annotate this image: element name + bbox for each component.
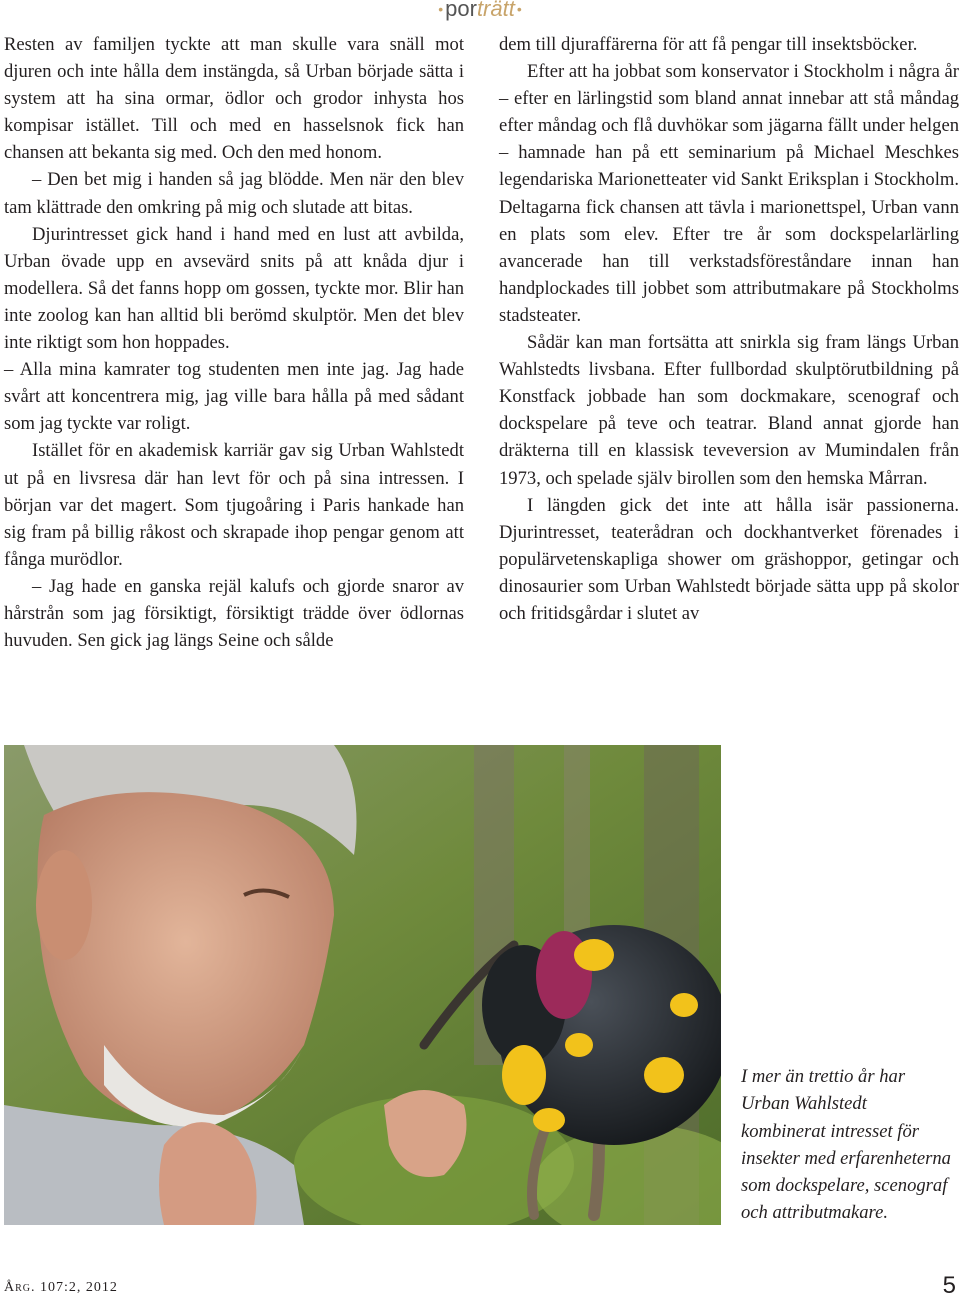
section-dot-left: • — [438, 1, 444, 17]
issue-info: Årg. 107:2, 2012 — [4, 1280, 118, 1295]
puppet-spot — [533, 1108, 565, 1132]
paragraph: – Alla mina kamrater tog studenten men inte jag. Jag hade svårt att koncentrera mig, jag ville bara hålla på med sådant som jag tyckte var roligt. — [4, 359, 464, 435]
puppet-spot — [574, 939, 614, 971]
paragraph: Resten av familjen tyckte att man skulle vara snäll mot djuren och inte hålla dem instängda, så Urban började sätta i system att ha sina ormar, ödlor och grodor inhysta hos kompisar istället. Till och med en hasselsnok fick han chansen att bekanta sig med. Och den med honom. — [4, 34, 464, 164]
paragraph: I längden gick det inte att hålla isär passionerna. Djurintresset, teaterådran och dockhantverket förenades i populärvetenskapliga shower om gräshoppor, getingar och dinosaurier som Urban Wahlstedt började sätta upp på skolor och fritidsgårdar i slutet av — [499, 494, 959, 624]
paragraph: – Den bet mig i handen så jag blödde. Men när den blev tam klättrade den omkring på mig och slutade att bitas. — [4, 169, 464, 218]
article-photo — [4, 745, 721, 1225]
paragraph: Sådär kan man fortsätta att snirkla sig fram längs Urban Wahlstedts livsbana. Efter fullbordad skulptörutbildning på Konstfack jobbade han som dockmakare, scenograf och dockspelare på teve och teatrar. Bland annat gjorde han dräkterna till en klassisk teveversion av Mumindalen från 1973, och spelade själv birollen som den hemska Mårran. — [499, 332, 959, 489]
puppet-spot — [565, 1033, 593, 1057]
paragraph: dem till djuraffärerna för att få pengar till insektsböcker. — [499, 34, 918, 55]
puppet-spot — [502, 1045, 546, 1105]
photo-caption: I mer än trettio år har Urban Wahlstedt kombinerat intresset för insekter med erfarenheterna som dockspelare, scenograf och attributmakare. — [741, 1066, 951, 1224]
article-column-left — [4, 31, 464, 654]
paragraph: Istället för en akademisk karriär gav sig Urban Wahlstedt ut på en livsresa där han levt för och på sina intressen. I början var det magert. Som tjugoåring i Paris hankade han sig fram på billig råkost och skrapade ihop pengar genom att fånga murödlor. — [4, 440, 464, 570]
page-number: 5 — [942, 1272, 956, 1299]
section-dot-right: • — [516, 1, 522, 17]
ear — [36, 850, 92, 960]
section-label-prefix: por — [445, 0, 477, 21]
paragraph: – Jag hade en ganska rejäl kalufs och gjorde snaror av hårstrån som jag försiktigt, försiktigt trädde över ödlornas huvuden. Sen gick jag längs Seine och sålde — [4, 575, 464, 652]
paragraph: Djurintresset gick hand i hand med en lust att avbilda, Urban övade upp en avsevärd snits på att knåda djur i modellera. Så det fanns hopp om gossen, tyckte mor. Blir han inte zoolog kan han alltid bli berömd skulptör. Men det blev inte riktigt som hon hoppades. — [4, 223, 464, 354]
paragraph: Efter att ha jobbat som konservator i Stockholm i några år – efter en lärlingstid som bland annat innebar att stå måndag efter måndag och flå duvhökar som jägarna fällt under helgen – hamnade han på ett seminarium på Michael Meschkes legendariska Marionetteater vid Sankt Eriksplan i Stockholm. Deltagarna fick chansen att tävla i marionettspel, Urban vann en plats som elev. Efter tre år som dockspelarlärling avancerade han till verkstadsföreståndare innan han handplockades till jobbet som attributmakare på Stockholms stadsteater. — [499, 61, 959, 326]
photo-illustration — [4, 745, 721, 1225]
section-label — [0, 0, 960, 24]
puppet-spot — [670, 993, 698, 1017]
section-label-suffix: trätt — [476, 0, 515, 21]
puppet-spot — [644, 1057, 684, 1093]
article-column-right — [499, 31, 959, 627]
